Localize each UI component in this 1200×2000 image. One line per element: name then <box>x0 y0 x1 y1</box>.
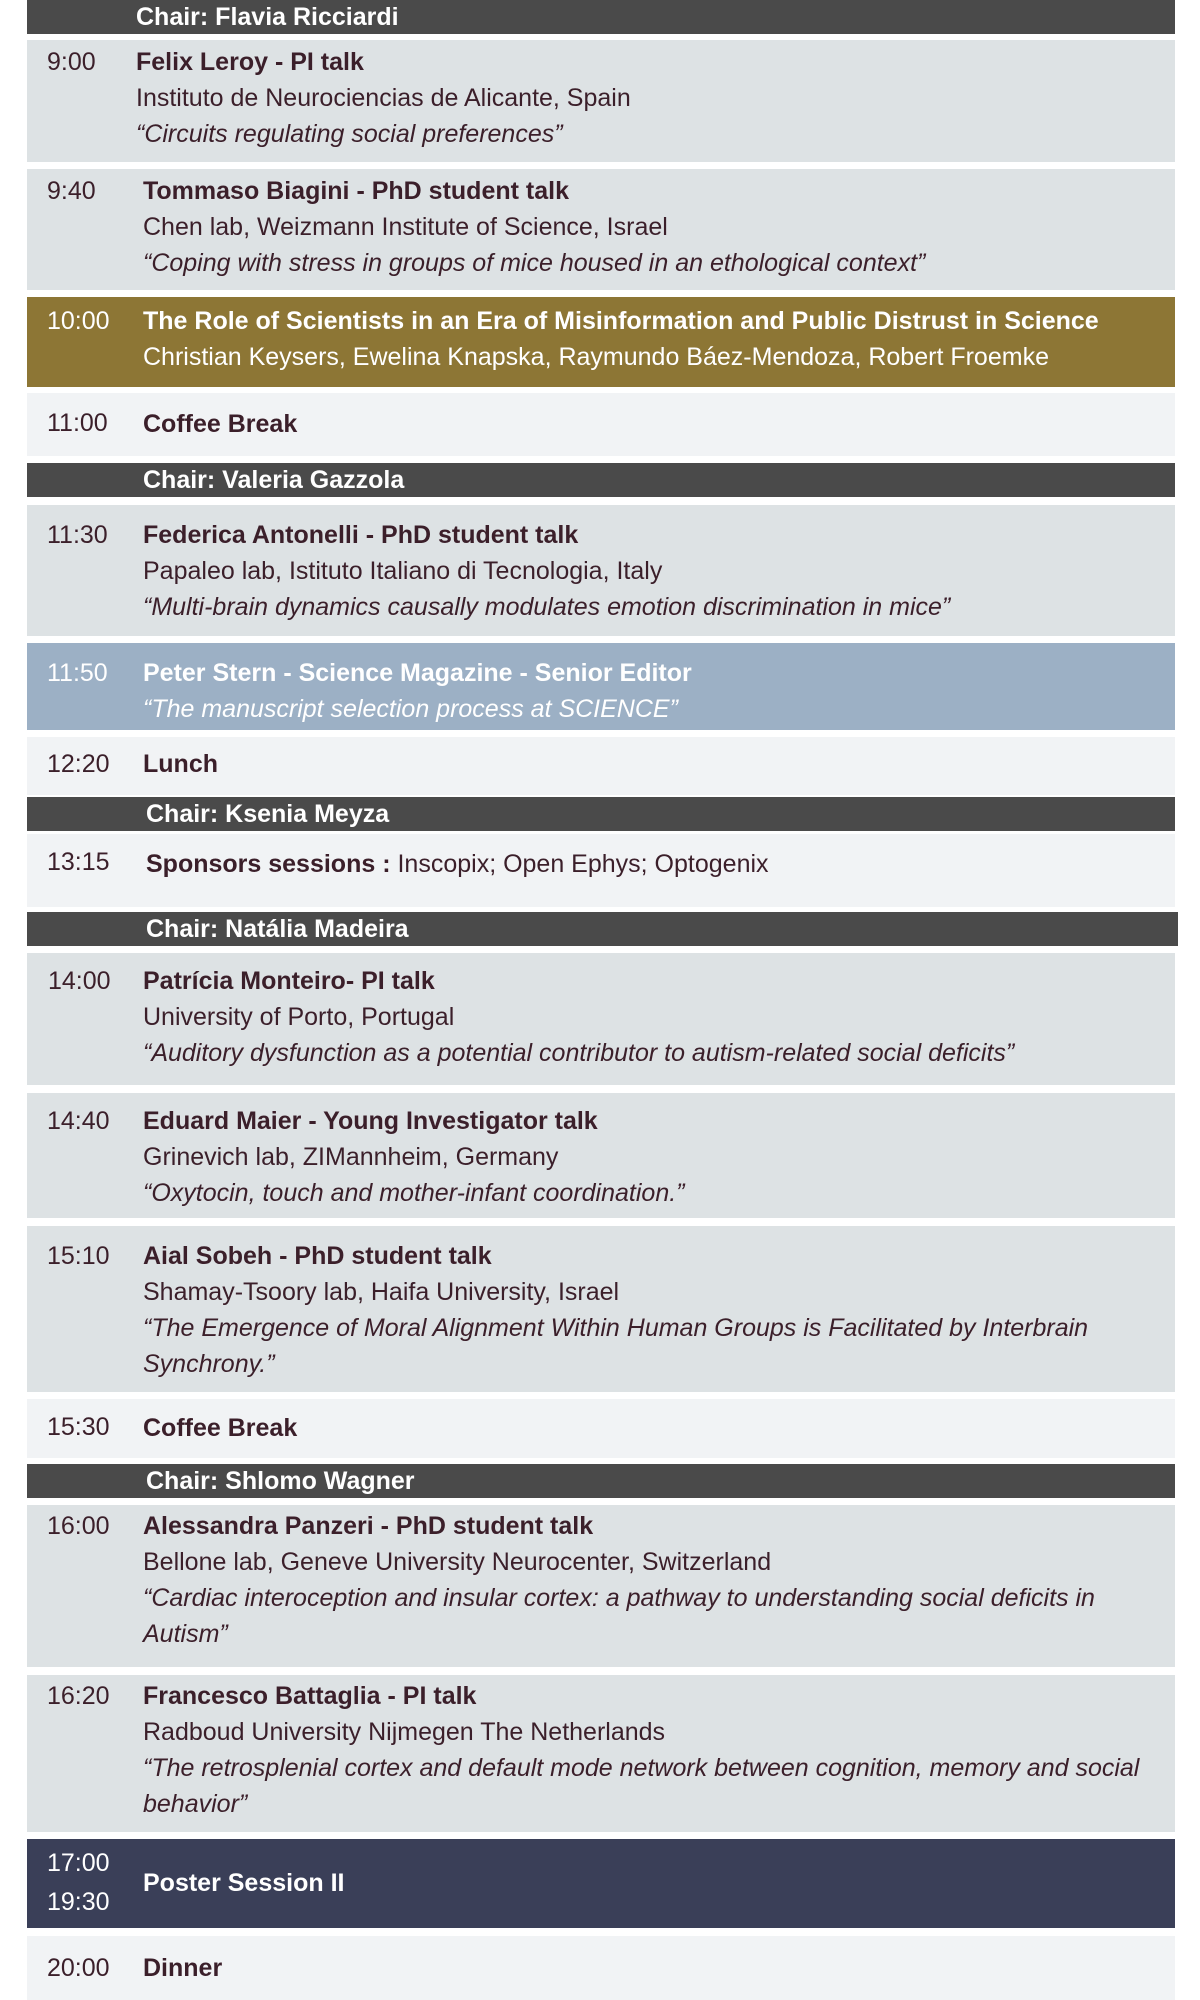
break-label: Coffee Break <box>143 1414 298 1442</box>
talk-title <box>143 1678 1161 1714</box>
talk-body <box>143 173 1161 281</box>
sponsors-time: 13:15 <box>47 848 110 876</box>
talk-body <box>143 517 1161 625</box>
talk-title <box>136 44 1161 80</box>
dinner-time: 20:00 <box>47 1954 110 1982</box>
talk-body <box>136 44 1161 152</box>
poster-row <box>27 1839 1175 1928</box>
panel-time: 10:00 <box>47 307 110 335</box>
poster-time-start: 17:00 <box>47 1849 110 1877</box>
talk-body <box>143 963 1161 1071</box>
talk-row <box>27 40 1175 162</box>
lunch-row <box>27 737 1175 795</box>
speaker-name: Felix Leroy <box>136 48 268 76</box>
chair-header <box>27 912 1178 946</box>
break-label: Coffee Break <box>143 410 298 438</box>
dinner-body <box>143 1950 1161 1986</box>
talk-row <box>27 1675 1175 1832</box>
talk-row <box>27 953 1175 1085</box>
talk-time: 14:40 <box>47 1107 110 1135</box>
talk-quote: “Multi-brain dynamics causally modulates emotion discrimination in mice” <box>143 593 951 621</box>
panel-title: The Role of Scientists in an Era of Misinformation and Public Distrust in Science <box>143 307 1099 335</box>
talk-title <box>143 1238 1161 1274</box>
sponsors-list: Inscopix; Open Ephys; Optogenix <box>390 850 769 878</box>
speaker-name: Francesco Battaglia <box>143 1682 381 1710</box>
speaker-name: Eduard Maier <box>143 1107 302 1135</box>
chair-label: Chair: Shlomo Wagner <box>146 1467 415 1495</box>
chair-header <box>27 0 1175 34</box>
dinner-row <box>27 1936 1175 2000</box>
chair-label: Chair: Ksenia Meyza <box>146 800 390 828</box>
talk-affiliation: Instituto de Neurociencias de Alicante, Spain <box>136 84 631 112</box>
panel-body <box>143 303 1171 375</box>
talk-quote: “Circuits regulating social preferences” <box>136 120 563 148</box>
talk-role: - PI talk <box>268 48 364 76</box>
talk-quote: “Coping with stress in groups of mice housed in an ethological context” <box>143 249 926 277</box>
talk-role: - PI talk <box>345 967 435 995</box>
talk-affiliation: Grinevich lab, ZIMannheim, Germany <box>143 1143 559 1171</box>
speaker-name: Federica Antonelli <box>143 521 359 549</box>
speaker-name: Aial Sobeh <box>143 1242 273 1270</box>
talk-row <box>27 1505 1175 1667</box>
sponsors-body <box>146 846 1161 882</box>
talk-quote: “Oxytocin, touch and mother-infant coordination.” <box>143 1179 685 1207</box>
talk-affiliation: Bellone lab, Geneve University Neurocenter, Switzerland <box>143 1548 772 1576</box>
talk-title <box>143 173 1161 209</box>
chair-header <box>27 797 1175 831</box>
dinner-label: Dinner <box>143 1954 223 1982</box>
chair-header <box>27 1464 1175 1498</box>
talk-time: 14:00 <box>48 967 111 995</box>
talk-role: - PhD student talk <box>358 521 579 549</box>
talk-role: - Young Investigator talk <box>301 1107 598 1135</box>
poster-time-end: 19:30 <box>47 1888 110 1916</box>
talk-row <box>27 1093 1175 1218</box>
chair-label: Chair: Valeria Gazzola <box>143 466 405 494</box>
poster-body <box>143 1865 1161 1901</box>
speaker-name: Patrícia Monteiro <box>143 967 346 995</box>
speaker-name: Alessandra Panzeri <box>143 1512 374 1540</box>
talk-title <box>143 1103 1161 1139</box>
talk-row <box>27 169 1175 290</box>
break-time: 11:00 <box>47 409 108 437</box>
talk-role: - PI talk <box>380 1682 477 1710</box>
lunch-time: 12:20 <box>47 750 110 778</box>
talk-body <box>143 1103 1161 1211</box>
break-row <box>27 1399 1175 1458</box>
talk-affiliation: Chen lab, Weizmann Institute of Science, Israel <box>143 213 668 241</box>
lunch-label: Lunch <box>143 750 218 778</box>
break-row <box>27 393 1175 456</box>
talk-row <box>27 505 1175 636</box>
talk-time: 15:10 <box>47 1242 110 1270</box>
editor-body <box>143 655 1161 727</box>
talk-time: 9:00 <box>47 48 96 76</box>
talk-time: 9:40 <box>47 177 96 205</box>
editor-subtitle: “The manuscript selection process at SCIENCE” <box>143 695 678 723</box>
editor-row <box>27 643 1175 730</box>
talk-title <box>143 963 1161 999</box>
editor-title: Peter Stern - Science Magazine - Senior Editor <box>143 659 692 687</box>
break-body <box>143 1410 1161 1446</box>
talk-affiliation: Shamay-Tsoory lab, Haifa University, Israel <box>143 1278 620 1306</box>
talk-body <box>143 1238 1161 1382</box>
talk-body <box>143 1678 1161 1822</box>
speaker-name: Tommaso Biagini <box>143 177 350 205</box>
talk-time: 16:00 <box>47 1512 110 1540</box>
chair-label: Chair: Natália Madeira <box>146 915 409 943</box>
talk-row <box>27 1226 1175 1392</box>
panel-members: Christian Keysers, Ewelina Knapska, Raymundo Báez-Mendoza, Robert Froemke <box>143 343 1049 371</box>
talk-role: - PhD student talk <box>349 177 569 205</box>
sponsors-row <box>27 834 1175 907</box>
sponsors-label: Sponsors sessions : <box>146 850 391 878</box>
talk-quote: “Cardiac interoception and insular cortex: a pathway to understanding social deficits in Autism” <box>143 1584 1095 1648</box>
talk-role: - PhD student talk <box>373 1512 594 1540</box>
chair-header <box>27 463 1175 497</box>
talk-time: 11:30 <box>47 521 108 549</box>
break-body <box>143 406 1161 442</box>
talk-affiliation: Radboud University Nijmegen The Netherlands <box>143 1718 666 1746</box>
talk-time: 16:20 <box>47 1682 110 1710</box>
lunch-body <box>143 746 1161 782</box>
talk-quote: “The Emergence of Moral Alignment Within Human Groups is Facilitated by Interbrain Synchrony.” <box>143 1314 1089 1378</box>
chair-label: Chair: Flavia Ricciardi <box>136 3 399 31</box>
break-time: 15:30 <box>47 1413 110 1441</box>
talk-affiliation: University of Porto, Portugal <box>143 1003 455 1031</box>
talk-affiliation: Papaleo lab, Istituto Italiano di Tecnologia, Italy <box>143 557 663 585</box>
talk-title <box>143 517 1161 553</box>
talk-quote: “The retrosplenial cortex and default mode network between cognition, memory and social behavior” <box>143 1754 1140 1818</box>
editor-time: 11:50 <box>47 659 108 687</box>
talk-title <box>143 1508 1161 1544</box>
panel-row <box>27 297 1175 387</box>
sponsors-line <box>146 846 1161 882</box>
talk-role: - PhD student talk <box>272 1242 492 1270</box>
poster-label: Poster Session II <box>143 1869 345 1897</box>
talk-quote: “Auditory dysfunction as a potential contributor to autism-related social deficits” <box>143 1039 1015 1067</box>
talk-body <box>143 1508 1161 1652</box>
